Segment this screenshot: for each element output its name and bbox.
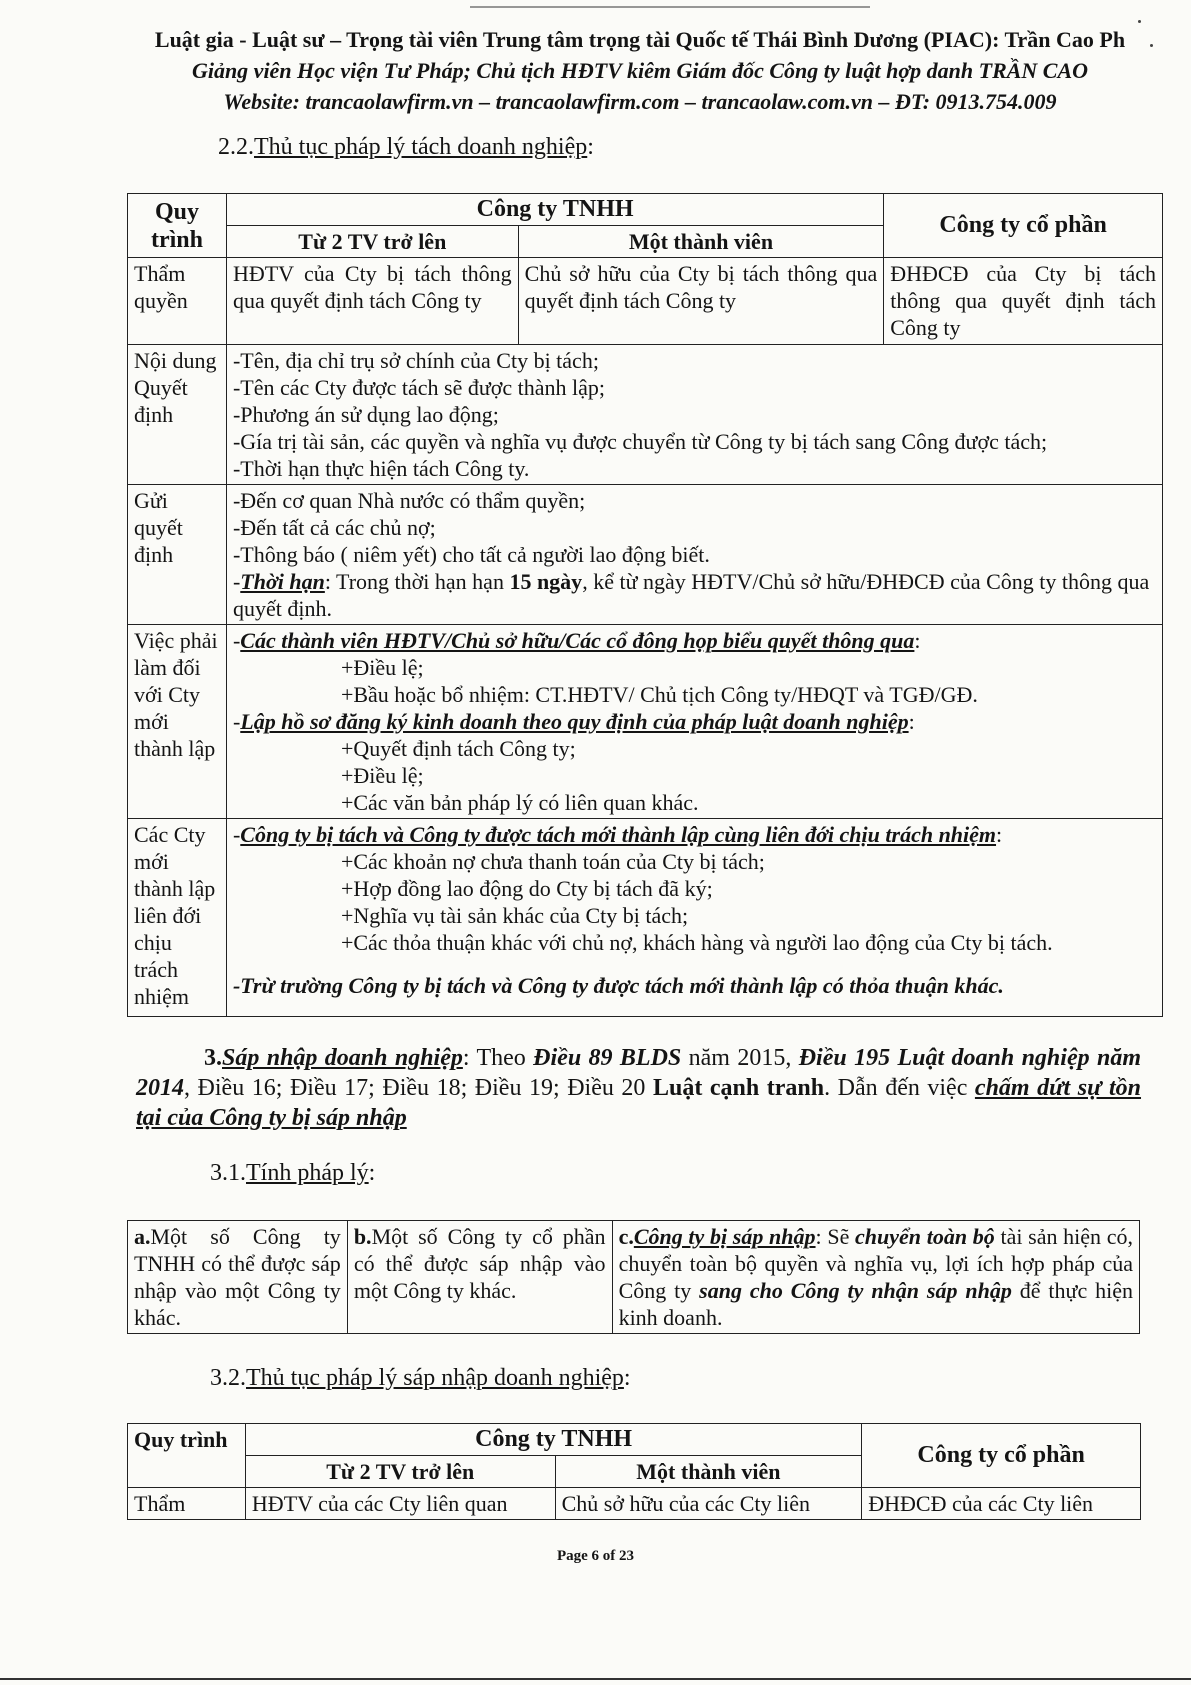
decision-content bbox=[226, 345, 1162, 485]
letterhead-line-3: Website: trancaolawfirm.vn – trancaolawfirm.com – trancaolaw.com.vn – ĐT: 0913.754.009 bbox=[223, 89, 1057, 114]
list-item: +Các văn bản pháp lý có liên quan khác. bbox=[340, 790, 699, 815]
page-number: Page 6 of 23 bbox=[556, 1548, 635, 1564]
letterhead-line-2: Giảng viên Học viện Tư Pháp; Chủ tịch HĐTV kiêm Giám đốc Công ty luật hợp danh TRẦN CAO bbox=[191, 58, 1089, 83]
letterhead bbox=[120, 24, 1160, 117]
list-item: +Bầu hoặc bổ nhiệm: CT.HĐTV/ Chủ tịch Công ty/HĐQT và TGĐ/GĐ. bbox=[340, 682, 978, 707]
header-multi-member: Từ 2 TV trở lên bbox=[226, 226, 518, 258]
list-item: -Thời hạn thực hiện tách Công ty. bbox=[232, 456, 530, 481]
header-jsc: Công ty cổ phần bbox=[862, 1424, 1141, 1488]
authority-single-member: Chủ sở hữu của các Cty liên bbox=[555, 1488, 862, 1520]
letterhead-line-1: Luật gia - Luật sư – Trọng tài viên Trung tâm trọng tài Quốc tế Thái Bình Dương (PIAC): Trần Cao Ph bbox=[154, 27, 1126, 52]
list-item: +Điều lệ; bbox=[340, 763, 424, 788]
section-suffix: : bbox=[587, 134, 594, 160]
send-decision-content bbox=[226, 485, 1162, 625]
legal-basis-b: b.Một số Công ty cổ phần có thể được sáp nhập vào một Công ty khác. bbox=[347, 1221, 612, 1334]
header-procedure: Quy trình bbox=[128, 194, 227, 258]
list-item: -Tên các Cty được tách sẽ được thành lập; bbox=[232, 375, 606, 400]
section-2-2-heading bbox=[218, 134, 594, 161]
list-item: -Tên, địa chỉ trụ sở chính của Cty bị tách; bbox=[232, 348, 599, 373]
section-3-2-heading: 3.2.Thủ tục pháp lý sáp nhập doanh nghiệp: bbox=[210, 1365, 631, 1391]
list-item: +Các khoản nợ chưa thanh toán của Cty bị tách; bbox=[340, 849, 765, 874]
legal-basis-a: a.Một số Công ty TNHH có thể được sáp nhập vào một Công ty khác. bbox=[128, 1221, 348, 1334]
row-label-new-company-tasks: Việc phải làm đối với Cty mới thành lập bbox=[128, 625, 227, 819]
header-single-member: Một thành viên bbox=[518, 226, 884, 258]
list-item: -Đến cơ quan Nhà nước có thẩm quyền; bbox=[232, 488, 586, 513]
row-label-authority: Thẩm quyền bbox=[128, 258, 227, 345]
section-3-1-heading: 3.1.Tính pháp lý: bbox=[210, 1160, 376, 1186]
header-llc: Công ty TNHH bbox=[226, 194, 883, 226]
list-item: -Thông báo ( niêm yết) cho tất cả người lao động biết. bbox=[232, 542, 710, 567]
list-item: +Hợp đồng lao động do Cty bị tách đã ký; bbox=[340, 876, 713, 901]
legal-basis-c: c.Công ty bị sáp nhập: Sẽ chuyển toàn bộ tài sản hiện có, chuyển toàn bộ quyền và nghĩa vụ, lợi ích hợp pháp của Công ty sang cho Công ty nhận sáp nhập để thực hiện kinh doanh. bbox=[612, 1221, 1139, 1334]
header-multi-member: Từ 2 TV trở lên bbox=[245, 1456, 555, 1488]
row-label-send-decision: Gửi quyết định bbox=[128, 485, 227, 625]
legal-basis-table bbox=[127, 1220, 1140, 1334]
new-company-tasks bbox=[226, 625, 1162, 819]
merger-procedure-table bbox=[127, 1423, 1141, 1520]
list-item: +Quyết định tách Công ty; bbox=[340, 736, 576, 761]
list-item: +Nghĩa vụ tài sản khác của Cty bị tách; bbox=[340, 903, 689, 928]
list-item: -Trừ trường Công ty bị tách và Công ty được tách mới thành lập có thỏa thuận khác. bbox=[232, 973, 1004, 998]
header-llc: Công ty TNHH bbox=[245, 1424, 861, 1456]
deadline-item: -Thời hạn: Trong thời hạn hạn 15 ngày, kể từ ngày HĐTV/Chủ sở hữu/ĐHĐCĐ của Công ty thông qua quyết định. bbox=[232, 569, 1150, 621]
split-procedure-table bbox=[127, 193, 1163, 1017]
scan-edge bbox=[0, 1678, 1191, 1680]
authority-multi-member: HĐTV của Cty bị tách thông qua quyết định tách Công ty bbox=[226, 258, 518, 345]
list-item: -Phương án sử dụng lao động; bbox=[232, 402, 499, 427]
header-single-member: Một thành viên bbox=[555, 1456, 862, 1488]
section-number: 2.2. bbox=[218, 134, 254, 160]
header-jsc: Công ty cổ phần bbox=[884, 194, 1163, 258]
authority-jsc: ĐHĐCĐ của Cty bị tách thông qua quyết định tách Công ty bbox=[884, 258, 1163, 345]
list-item: -Đến tất cả các chủ nợ; bbox=[232, 515, 436, 540]
list-item: +Điều lệ; bbox=[340, 655, 424, 680]
row-label-joint-liability: Các Cty mới thành lập liên đới chịu trách nhiệm bbox=[128, 819, 227, 1017]
list-item: -Công ty bị tách và Công ty được tách mới thành lập cùng liên đới chịu trách nhiệm: bbox=[232, 822, 1003, 847]
list-item: +Các thỏa thuận khác với chủ nợ, khách hàng và người lao động của Cty bị tách. bbox=[340, 930, 1053, 955]
authority-multi-member: HĐTV của các Cty liên quan bbox=[245, 1488, 555, 1520]
joint-liability-content bbox=[226, 819, 1162, 1017]
list-item: -Các thành viên HĐTV/Chủ sở hữu/Các cổ đông họp biểu quyết thông qua: bbox=[232, 628, 921, 653]
scan-speck bbox=[1138, 20, 1141, 23]
header-procedure: Quy trình bbox=[128, 1424, 246, 1488]
row-label-authority: Thẩm bbox=[128, 1488, 246, 1520]
authority-jsc: ĐHĐCĐ của các Cty liên bbox=[862, 1488, 1141, 1520]
scan-line bbox=[470, 6, 870, 8]
list-item: -Gía trị tài sản, các quyền và nghĩa vụ được chuyển từ Công ty bị tách sang Công được tách; bbox=[232, 429, 1048, 454]
list-item: -Lập hồ sơ đăng ký kinh doanh theo quy định của pháp luật doanh nghiệp: bbox=[232, 709, 915, 734]
section-title: Thủ tục pháp lý tách doanh nghiệp bbox=[254, 134, 588, 160]
section-3-paragraph: 3.Sáp nhập doanh nghiệp: Theo Điều 89 BLDS năm 2015, Điều 195 Luật doanh nghiệp năm 2014, Điều 16; Điều 17; Điều 18; Điều 19; Điều 20 Luật cạnh tranh. Dẫn đến việc chấm dứt sự tồn tại của Công ty bị sáp nhập bbox=[136, 1045, 1142, 1131]
authority-single-member: Chủ sở hữu của Cty bị tách thông qua quyết định tách Công ty bbox=[518, 258, 884, 345]
row-label-decision-content: Nội dung Quyết định bbox=[128, 345, 227, 485]
